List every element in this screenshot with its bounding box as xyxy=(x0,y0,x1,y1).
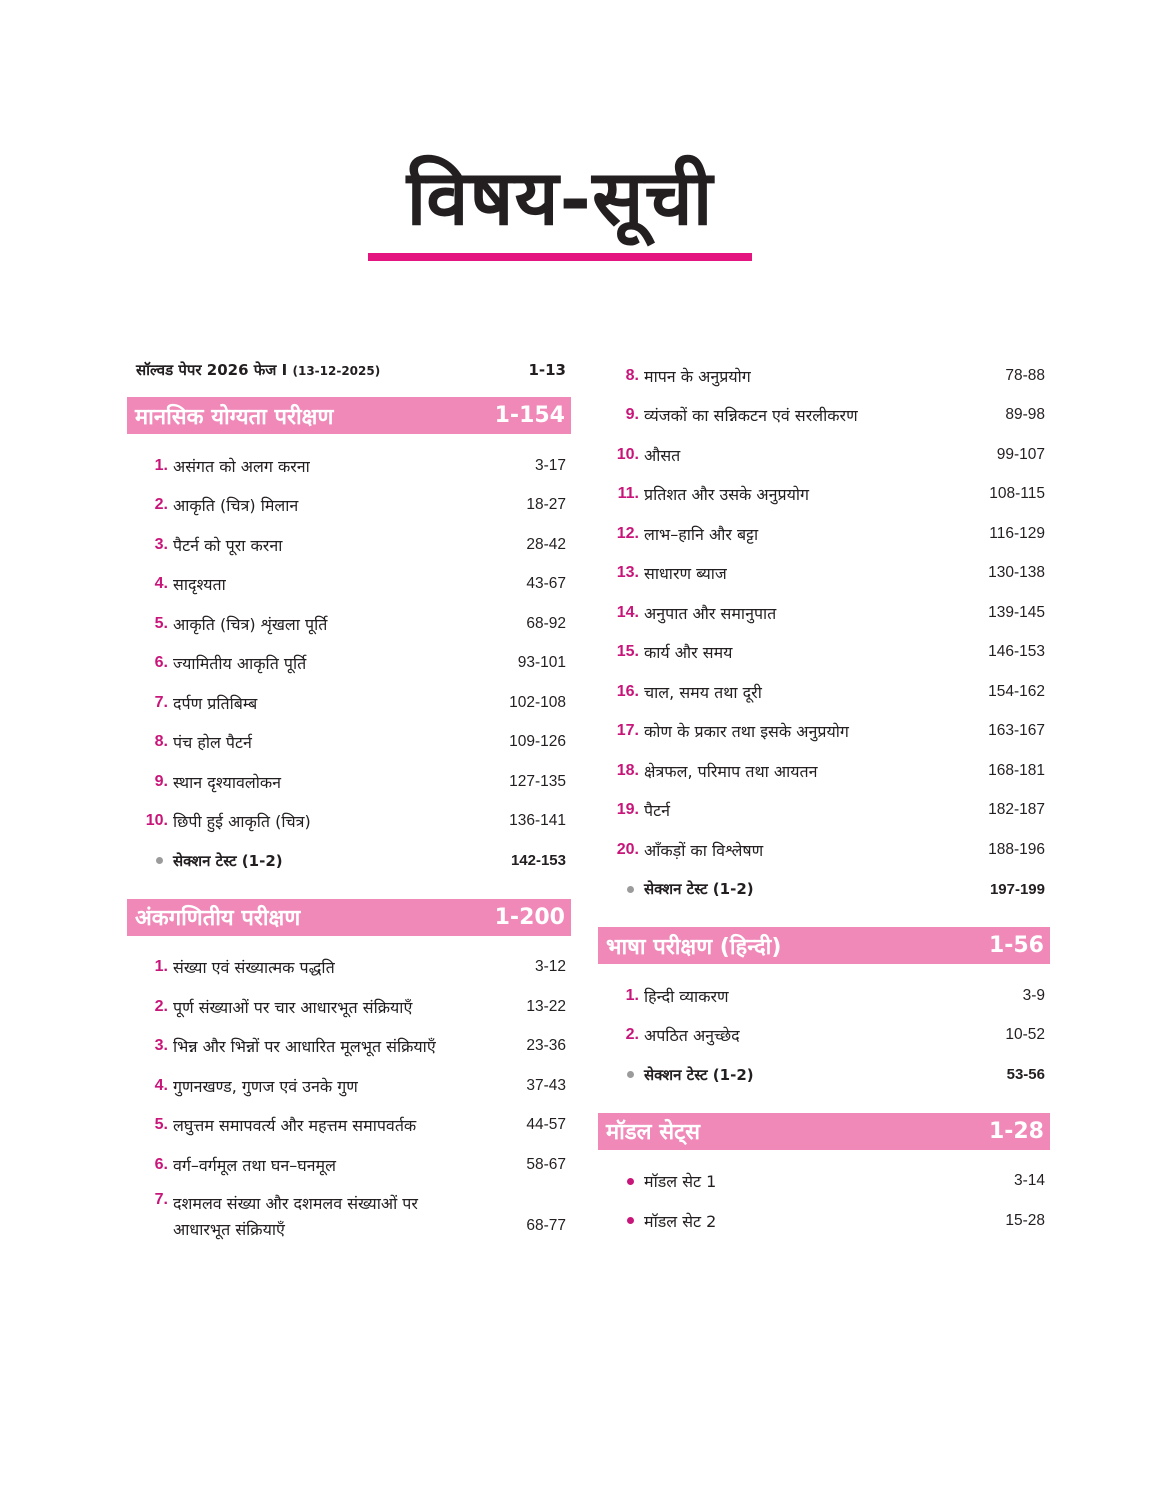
toc-item[interactable] xyxy=(127,987,571,1027)
model-set-item[interactable] xyxy=(598,1201,1050,1241)
item-number: 19. xyxy=(616,801,639,819)
toc-item[interactable] xyxy=(127,1066,571,1106)
item-label: हिन्दी व्याकरण xyxy=(644,986,729,1006)
item-label: औसत xyxy=(644,445,681,465)
item-number: 1. xyxy=(154,958,168,976)
toc-item[interactable] xyxy=(127,1106,571,1146)
item-pages: 102-108 xyxy=(509,693,566,711)
section-header-arithmetic[interactable] xyxy=(127,899,571,936)
item-label xyxy=(173,1191,526,1243)
item-label: सेक्शन टेस्ट (1-2) xyxy=(644,1065,754,1084)
section-range: 1-56 xyxy=(988,933,1044,958)
item-pages: 15-28 xyxy=(1005,1211,1045,1229)
item-pages: 182-187 xyxy=(988,801,1045,819)
item-label: छिपी हुई आकृति (चित्र) xyxy=(173,812,311,832)
item-pages: 23-36 xyxy=(526,1037,566,1055)
item-pages: 168-181 xyxy=(988,761,1045,779)
item-pages: 146-153 xyxy=(988,643,1045,661)
item-pages: 188-196 xyxy=(988,840,1045,858)
toc-item[interactable] xyxy=(127,948,571,988)
toc-item[interactable] xyxy=(127,486,571,526)
item-pages: 116-129 xyxy=(989,524,1045,542)
item-label: कोण के प्रकार तथा इसके अनुप्रयोग xyxy=(644,722,849,742)
toc-item[interactable] xyxy=(127,1145,571,1185)
item-pages: 109-126 xyxy=(509,733,566,751)
item-label: अपठित अनुच्छेद xyxy=(644,1026,740,1046)
item-label: आँकड़ों का विश्लेषण xyxy=(644,840,764,860)
item-label-line-1: दशमलव संख्या और दशमलव संख्याओं पर xyxy=(173,1193,418,1213)
item-pages: 136-141 xyxy=(509,812,566,830)
item-label: साधारण ब्याज xyxy=(644,564,727,584)
item-number: 6. xyxy=(154,654,168,672)
section-range: 1-200 xyxy=(494,904,565,930)
toc-item[interactable] xyxy=(598,830,1050,870)
section-items-arithmetic-right xyxy=(598,356,1050,909)
toc-item[interactable] xyxy=(127,802,571,842)
item-number: 16. xyxy=(616,682,639,700)
item-label: पैटर्न xyxy=(644,801,671,821)
item-label: सेक्शन टेस्ट (1-2) xyxy=(644,880,754,899)
item-pages: 68-92 xyxy=(526,614,566,632)
item-pages: 130-138 xyxy=(988,564,1045,582)
item-label: पूर्ण संख्याओं पर चार आधारभूत संक्रियाएँ xyxy=(173,997,413,1017)
solved-paper-label-group xyxy=(136,360,380,380)
toc-item[interactable] xyxy=(127,525,571,565)
item-number: 7. xyxy=(154,693,168,711)
toc-item[interactable] xyxy=(598,751,1050,791)
section-title: भाषा परीक्षण (हिन्दी) xyxy=(606,934,782,960)
item-number: 1. xyxy=(625,986,639,1004)
solved-paper-pages: 1-13 xyxy=(528,361,566,379)
item-number: 5. xyxy=(154,614,168,632)
bullet-dot-icon xyxy=(627,886,634,893)
item-label: वर्ग–वर्गमूल तथा घन–घनमूल xyxy=(173,1155,336,1175)
item-label: असंगत को अलग करना xyxy=(173,456,310,476)
toc-item[interactable] xyxy=(598,1016,1050,1056)
toc-item[interactable] xyxy=(127,723,571,763)
item-label: लघुत्तम समापवर्त्य और महत्तम समापवर्तक xyxy=(173,1116,417,1136)
item-number: 8. xyxy=(625,366,639,384)
item-number: 4. xyxy=(154,1076,168,1094)
toc-item[interactable] xyxy=(127,762,571,802)
item-pages: 3-12 xyxy=(534,958,566,976)
item-label: मॉडल सेट 1 xyxy=(644,1172,717,1192)
item-number: 14. xyxy=(616,603,639,621)
toc-item[interactable] xyxy=(598,976,1050,1016)
toc-item[interactable] xyxy=(598,475,1050,515)
section-items-hindi-language xyxy=(598,964,1050,1095)
item-label: सादृश्यता xyxy=(173,575,226,595)
section-title: मानसिक योग्यता परीक्षण xyxy=(135,404,334,430)
item-label: सेक्शन टेस्ट (1-2) xyxy=(173,851,283,870)
item-label: व्यंजकों का सन्निकटन एवं सरलीकरण xyxy=(644,406,858,426)
item-number: 20. xyxy=(616,840,639,858)
toc-item[interactable] xyxy=(127,565,571,605)
toc-item[interactable] xyxy=(598,633,1050,673)
section-test-item[interactable] xyxy=(127,841,571,881)
item-number: 9. xyxy=(625,406,639,424)
bullet-dot-icon xyxy=(156,857,163,864)
item-pages: 99-107 xyxy=(996,445,1045,463)
item-label: अनुपात और समानुपात xyxy=(644,603,777,623)
item-number: 17. xyxy=(616,722,639,740)
item-pages: 142-153 xyxy=(510,852,566,870)
item-pages: 108-115 xyxy=(989,485,1045,503)
toc-item[interactable] xyxy=(598,435,1050,475)
item-number: 11. xyxy=(617,485,639,503)
item-label: चाल, समय तथा दूरी xyxy=(644,682,762,702)
toc-item[interactable] xyxy=(127,644,571,684)
toc-item[interactable] xyxy=(598,356,1050,396)
toc-item[interactable] xyxy=(598,554,1050,594)
toc-item[interactable] xyxy=(598,593,1050,633)
item-label: दर्पण प्रतिबिम्ब xyxy=(173,693,258,713)
bullet-dot-icon xyxy=(627,1071,634,1078)
item-label: पंच होल पैटर्न xyxy=(173,733,252,753)
item-pages: 93-101 xyxy=(517,654,566,672)
toc-right-column xyxy=(598,356,1050,1241)
item-number: 1. xyxy=(154,456,168,474)
title-underline xyxy=(368,253,752,261)
section-items-model-sets xyxy=(598,1150,1050,1241)
item-label: ज्यामितीय आकृति पूर्ति xyxy=(173,654,307,674)
toc-item[interactable] xyxy=(598,514,1050,554)
item-pages: 127-135 xyxy=(509,772,566,790)
item-label: मॉडल सेट 2 xyxy=(644,1211,717,1231)
item-label: आकृति (चित्र) शृंखला पूर्ति xyxy=(173,614,328,634)
item-number: 13. xyxy=(616,564,639,582)
section-items-mental-ability xyxy=(127,434,571,881)
toc-item[interactable] xyxy=(127,446,571,486)
item-label: लाभ–हानि और बट्टा xyxy=(644,524,759,544)
item-label: आकृति (चित्र) मिलान xyxy=(173,496,299,516)
section-range: 1-154 xyxy=(494,403,565,428)
section-items-arithmetic-left xyxy=(127,936,571,1243)
item-label: प्रतिशत और उसके अनुप्रयोग xyxy=(644,485,810,505)
item-number: 12. xyxy=(616,524,639,542)
bullet-dot-icon xyxy=(627,1217,634,1224)
item-number: 5. xyxy=(154,1116,168,1134)
item-number: 2. xyxy=(625,1026,639,1044)
item-label: मापन के अनुप्रयोग xyxy=(644,366,751,386)
item-label-line-2: आधारभूत संक्रियाएँ xyxy=(173,1219,285,1239)
item-label: भिन्न और भिन्नों पर आधारित मूलभूत संक्रियाएँ xyxy=(173,1037,436,1057)
bullet-dot-icon xyxy=(627,1178,634,1185)
item-number: 7. xyxy=(154,1190,168,1208)
item-number: 15. xyxy=(616,643,639,661)
item-pages: 13-22 xyxy=(526,997,566,1015)
item-pages: 43-67 xyxy=(526,575,566,593)
item-pages: 3-17 xyxy=(534,456,566,474)
item-number: 3. xyxy=(154,535,168,553)
solved-paper-entry[interactable] xyxy=(127,356,571,384)
item-pages: 68-77 xyxy=(526,1216,566,1234)
item-pages: 163-167 xyxy=(988,722,1045,740)
item-label: क्षेत्रफल, परिमाप तथा आयतन xyxy=(644,761,818,781)
section-header-model-sets[interactable] xyxy=(598,1113,1050,1150)
item-pages: 18-27 xyxy=(526,496,566,514)
item-number: 10. xyxy=(616,445,639,463)
model-set-item[interactable] xyxy=(598,1162,1050,1202)
solved-paper-label: सॉल्वड पेपर 2026 फेज I xyxy=(136,361,288,379)
item-pages: 139-145 xyxy=(988,603,1045,621)
solved-paper-date: (13-12-2025) xyxy=(292,364,381,378)
page-title: विषय-सूची xyxy=(406,153,714,242)
item-pages: 53-56 xyxy=(1006,1066,1045,1084)
item-pages: 37-43 xyxy=(526,1076,566,1094)
item-pages: 89-98 xyxy=(1005,406,1045,424)
toc-item[interactable] xyxy=(598,712,1050,752)
toc-left-column xyxy=(127,356,571,1243)
section-header-mental-ability[interactable] xyxy=(127,397,571,434)
item-number: 9. xyxy=(154,772,168,790)
item-number: 8. xyxy=(154,733,168,751)
item-pages: 3-14 xyxy=(1013,1172,1045,1190)
item-pages: 3-9 xyxy=(1022,986,1045,1004)
section-header-hindi-language[interactable] xyxy=(598,927,1050,964)
item-pages: 28-42 xyxy=(526,535,566,553)
item-label: पैटर्न को पूरा करना xyxy=(173,535,283,555)
section-range: 1-28 xyxy=(988,1118,1044,1144)
item-number: 18. xyxy=(616,761,639,779)
section-test-item[interactable] xyxy=(598,1055,1050,1095)
item-pages: 10-52 xyxy=(1005,1026,1045,1044)
item-number: 6. xyxy=(154,1155,168,1173)
item-pages: 154-162 xyxy=(988,682,1045,700)
item-label: स्थान दृश्यावलोकन xyxy=(173,772,282,792)
item-number: 2. xyxy=(154,496,168,514)
toc-item[interactable] xyxy=(127,683,571,723)
item-label: कार्य और समय xyxy=(644,643,733,663)
toc-item[interactable] xyxy=(598,672,1050,712)
toc-item[interactable] xyxy=(598,396,1050,436)
item-number: 3. xyxy=(154,1037,168,1055)
section-title: मॉडल सेट्स xyxy=(606,1120,701,1145)
item-number: 10. xyxy=(145,812,168,830)
toc-item[interactable] xyxy=(127,1027,571,1067)
item-number: 2. xyxy=(154,997,168,1015)
toc-item[interactable] xyxy=(127,604,571,644)
item-pages: 78-88 xyxy=(1005,366,1045,384)
section-test-item[interactable] xyxy=(598,870,1050,910)
item-pages: 44-57 xyxy=(526,1116,566,1134)
toc-item[interactable] xyxy=(598,791,1050,831)
item-label: गुणनखण्ड, गुणज एवं उनके गुण xyxy=(173,1076,358,1096)
item-label: संख्या एवं संख्यात्मक पद्धति xyxy=(173,958,335,978)
item-number: 4. xyxy=(154,575,168,593)
section-title: अंकगणितीय परीक्षण xyxy=(135,906,301,931)
item-pages: 197-199 xyxy=(989,880,1045,898)
toc-item[interactable] xyxy=(127,1185,571,1243)
item-pages: 58-67 xyxy=(526,1155,566,1173)
